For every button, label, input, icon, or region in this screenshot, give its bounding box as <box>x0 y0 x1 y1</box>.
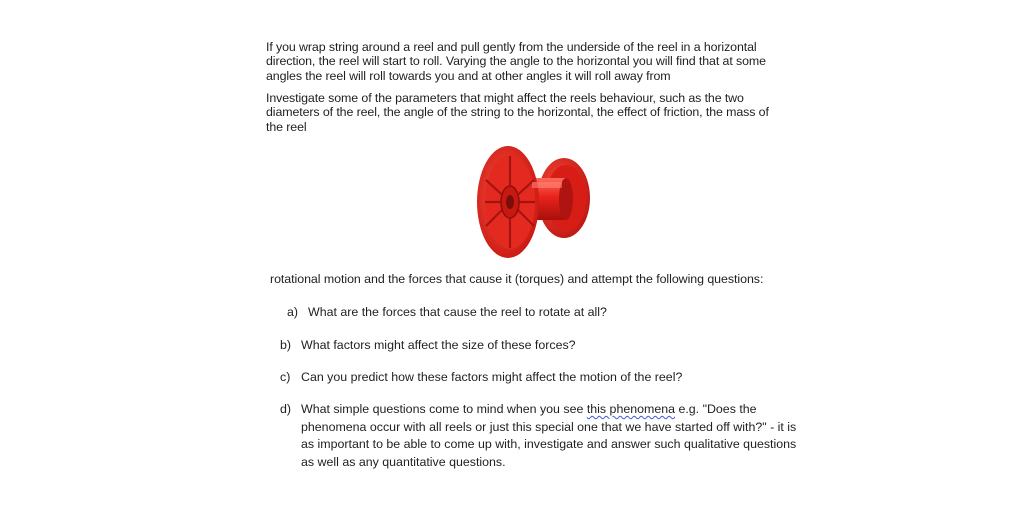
question-text: What are the forces that cause the reel to rotate at all? <box>308 305 607 319</box>
question-d-text <box>301 401 801 472</box>
question-letter: a) <box>287 305 299 319</box>
investigate-paragraph: Investigate some of the parameters that might affect the reels behaviour, such as the two diameters of the reel, the angle of the string to the horizontal, the effect of friction, the mass of the reel <box>266 91 769 134</box>
question-text-after: e.g. "Does the phenomena occur with all reels or just this special one that we have started off with?" - it is as important to be able to come up with, investigate and answer such qualitative questions as well as any quantitative questions. <box>301 402 797 470</box>
intro-paragraph: If you wrap string around a reel and pull gently from the underside of the reel in a horizontal direction, the reel will start to roll. Varying the angle to the horizontal you will find that at some angles the reel will roll towards you and at other angles it will roll away from <box>266 40 766 83</box>
question-letter: b) <box>280 338 292 352</box>
question-letter: d) <box>280 402 292 416</box>
spellcheck-marked-phrase[interactable]: this phenomena <box>586 402 676 416</box>
questions-intro: rotational motion and the forces that cause it (torques) and attempt the following questions: <box>270 272 764 286</box>
question-text: Can you predict how these factors might affect the motion of the reel? <box>301 370 683 384</box>
question-letter: c) <box>280 370 291 384</box>
reel-image <box>470 140 600 264</box>
question-text: What factors might affect the size of these forces? <box>301 338 576 352</box>
question-text-before: What simple questions come to mind when you see <box>301 402 587 416</box>
